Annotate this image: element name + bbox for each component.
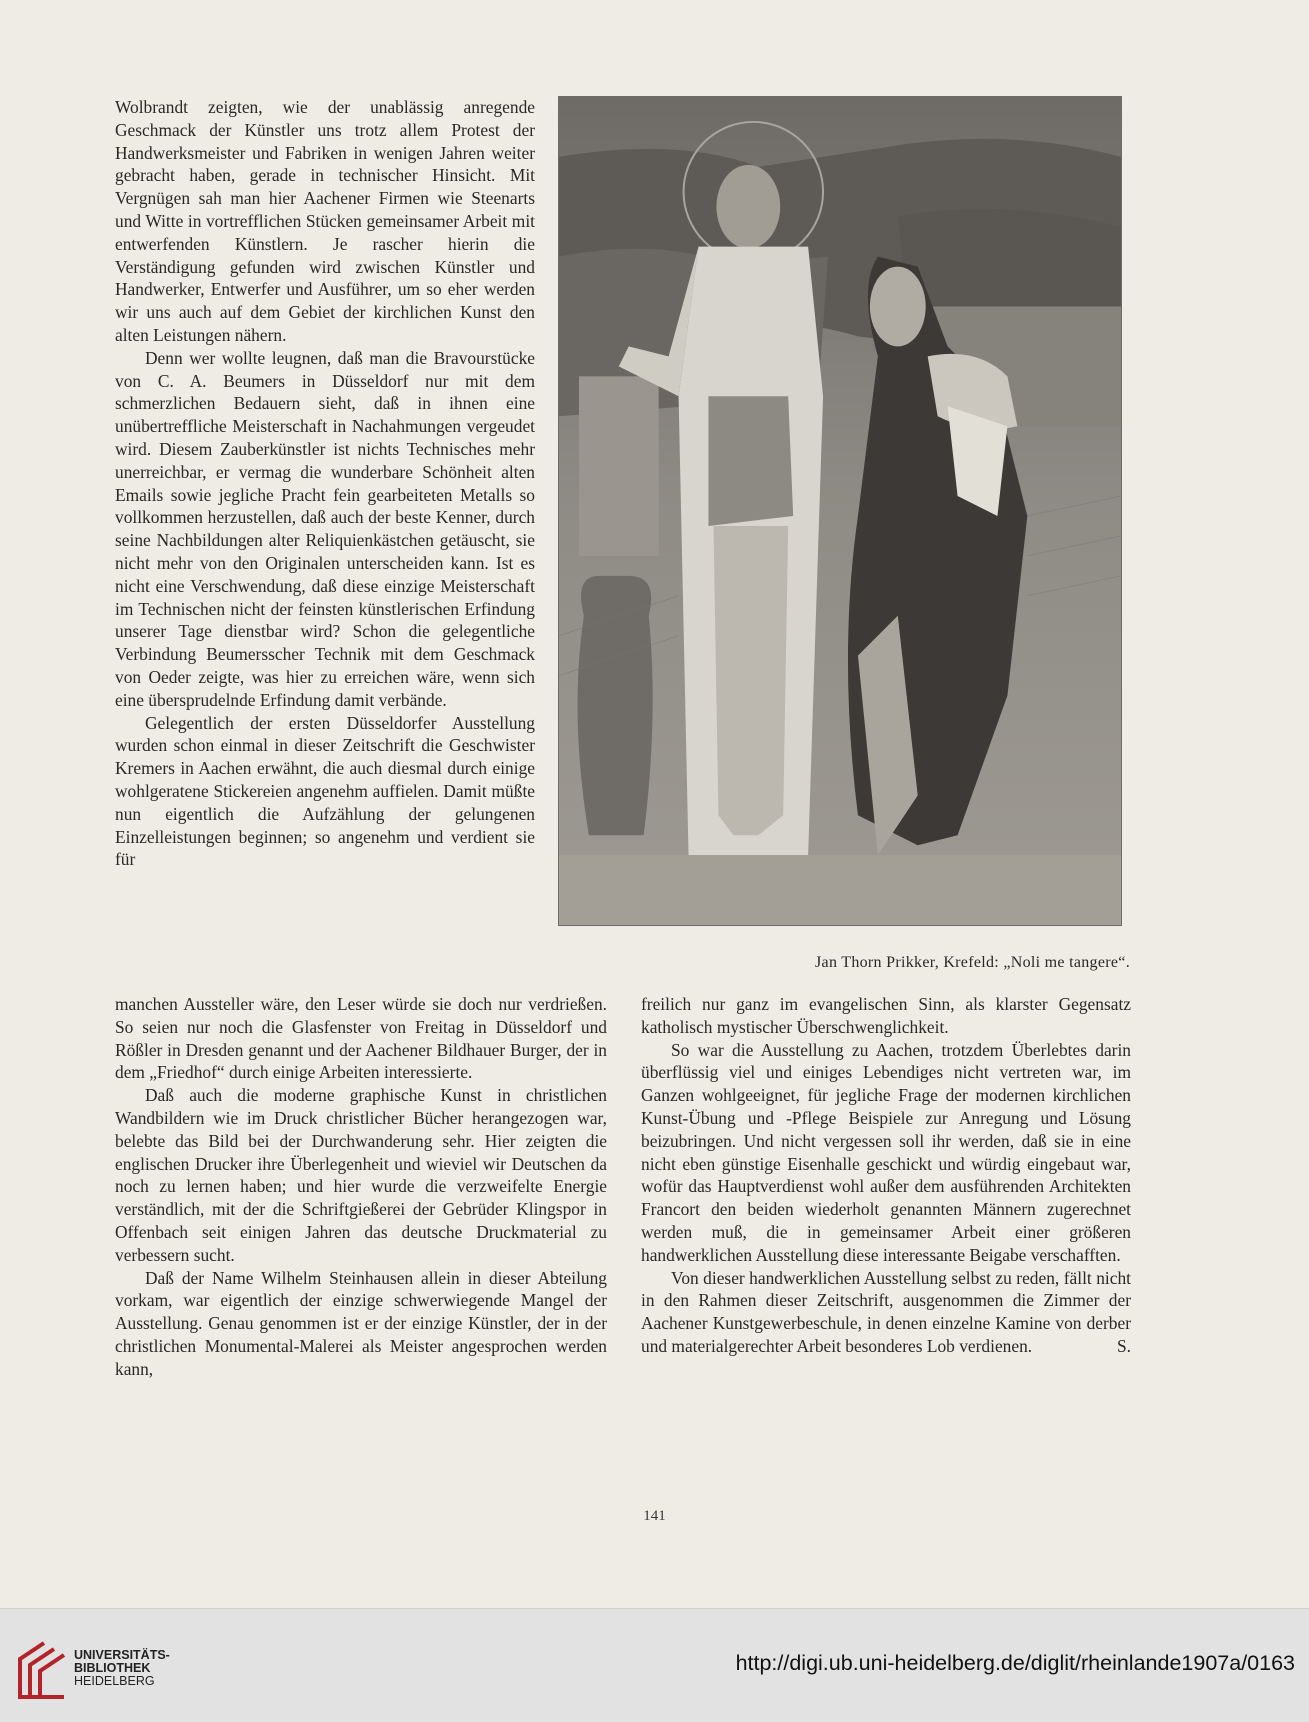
- library-name-line1: UNIVERSITÄTS-: [74, 1648, 170, 1662]
- text-column-right-bottom: [641, 993, 1131, 1358]
- library-name-line3: HEIDELBERG: [74, 1674, 155, 1688]
- paragraph: Daß der Name Wilhelm Steinhausen allein in dieser Abteilung vorkam, war eigentlich der einzige schwerwiegende Mangel der Ausstellung. Genau genommen ist er der einzige Künstler, der in der christlichen Monumental-Malerei als Meister angesprochen werden kann,: [115, 1267, 607, 1379]
- author-signature: S.: [1116, 1335, 1131, 1356]
- library-logo-icon: [14, 1637, 68, 1701]
- paragraph: Denn wer wollte leugnen, daß man die Bravourstücke von C. A. Beumers in Düsseldorf nur mit dem schmerzlichen Bedauern sieht, daß in ihnen eine unübertreffliche Meisterschaft in Nachahmungen vergeudet wird. Diesem Zauberkünstler ist nichts Technisches mehr unerreichbar, er vermag die wunderbare Schönheit alten Emails sowie jegliche Pracht fein gearbeiteten Metalls so vollkommen herzustellen, daß auch der beste Kenner, durch seine Nachbildungen alter Reliquienkästchen getäuscht, sie nicht mehr von den Originalen unterscheiden kann. Ist es nicht eine Verschwendung, daß diese einzige Meisterschaft im Technischen nicht der feinsten künstlerischen Erfindung unserer Tage dienstbar wird? Schon die gelegentliche Verbindung Beumersscher Technik mit dem Geschmack von Oeder zeigte, was hier zu erreichen wäre, wenn sich eine übersprudelnde Erfindung damit verbände.: [115, 347, 535, 710]
- paragraph: So war die Ausstellung zu Aachen, trotzdem Überlebtes darin überflüssig viel und einiges Lebendiges nicht vertreten war, im Ganzen wohlgeeignet, für jegliche Frage der modernen kirchlichen Kunst-Übung und -Pflege Beispiele zur Anregung und Lösung beizubringen. Und nicht vergessen soll ihr werden, daß sie in eine nicht eben günstige Eisenhalle geschickt und würdig eingebaut war, wofür das Hauptverdienst wohl außer dem ausführenden Architekten Francort den beiden wiederholt genannten Männern zugerechnet werden muß, die in gemeinsamer Arbeit einer größeren handwerklichen Ausstellung diese interessante Beigabe verschafften.: [641, 1039, 1131, 1265]
- figure-caption: Jan Thorn Prikker, Krefeld: „Noli me tangere“.: [815, 954, 1130, 971]
- paragraph: freilich nur ganz im evangelischen Sinn, als klarster Gegensatz katholisch mystischer Überschwenglichkeit.: [641, 994, 1131, 1037]
- paragraph: Daß auch die moderne graphische Kunst in christlichen Wandbildern wie im Druck christlicher Bücher herangezogen war, belebte das Bild bei der Durchwanderung sehr. Hier zeigten die englischen Drucker ihre Überlegenheit und wieviel wir Deutschen da noch zu lernen haben; und hier wurde die verzweifelte Energie verständlich, mit der die Schriftgießerei der Gebrüder Klingspor in Offenbach seit einigen Jahren das deutsche Druckmaterial zu verbessern sucht.: [115, 1085, 607, 1265]
- painting-image: [559, 97, 1121, 925]
- paragraph-text: Von dieser handwerklichen Ausstellung selbst zu reden, fällt nicht in den Rahmen dieser Zeitschrift, ausgenommen die Zimmer der Aachener Kunstgewerbeschule, in denen einzelne Kamine von derber und materialgerechter Arbeit besonderes Lob verdienen.: [641, 1267, 1131, 1356]
- viewer-footer: [0, 1608, 1309, 1722]
- painting-illustration: [558, 96, 1122, 926]
- page-number: 141: [643, 1508, 666, 1524]
- paragraph: Wolbrandt zeigten, wie der unablässig anregende Geschmack der Künstler uns trotz allem Protest der Handwerksmeister und Fabriken in wenigen Jahren weiter gebracht haben, gerade in technischer Hinsicht. Mit Vergnügen sah man hier Aachener Firmen wie Steenarts und Witte in vortrefflichen Stücken gemeinsamer Arbeit mit entwerfenden Künstlern. Je rascher hierin die Verständigung gefunden wird zwischen Künstler und Handwerker, Entwerfer und Ausführer, um so eher werden wir uns auch auf dem Gebiet der kirchlichen Kunst den alten Leistungen nähern.: [115, 97, 535, 345]
- text-column-left-top: [115, 96, 535, 871]
- paragraph: manchen Aussteller wäre, den Leser würde sie doch nur verdrießen. So seien nur noch die Glasfenster von Freitag in Düsseldorf und Rößler in Dresden genannt und der Aachener Bildhauer Burger, der in dem „Friedhof“ durch einige Arbeiten interessierte.: [115, 994, 607, 1083]
- paragraph: Gelegentlich der ersten Düsseldorfer Ausstellung wurden schon einmal in dieser Zeitschrift die Geschwister Kremers in Aachen erwähnt, die auch diesmal durch einige wohlgeratene Stickereien angenehm auffielen. Damit müßte nun eigentlich die Aufzählung der gelungenen Einzelleistungen beginnen; so angenehm und verdient sie für: [115, 712, 535, 870]
- library-name: [74, 1649, 170, 1688]
- text-column-left-bottom: [115, 993, 607, 1381]
- document-url[interactable]: http://digi.ub.uni-heidelberg.de/diglit/rheinlande1907a/0163: [735, 1651, 1295, 1675]
- library-name-line2: BIBLIOTHEK: [74, 1661, 151, 1675]
- paragraph: [641, 1267, 1131, 1358]
